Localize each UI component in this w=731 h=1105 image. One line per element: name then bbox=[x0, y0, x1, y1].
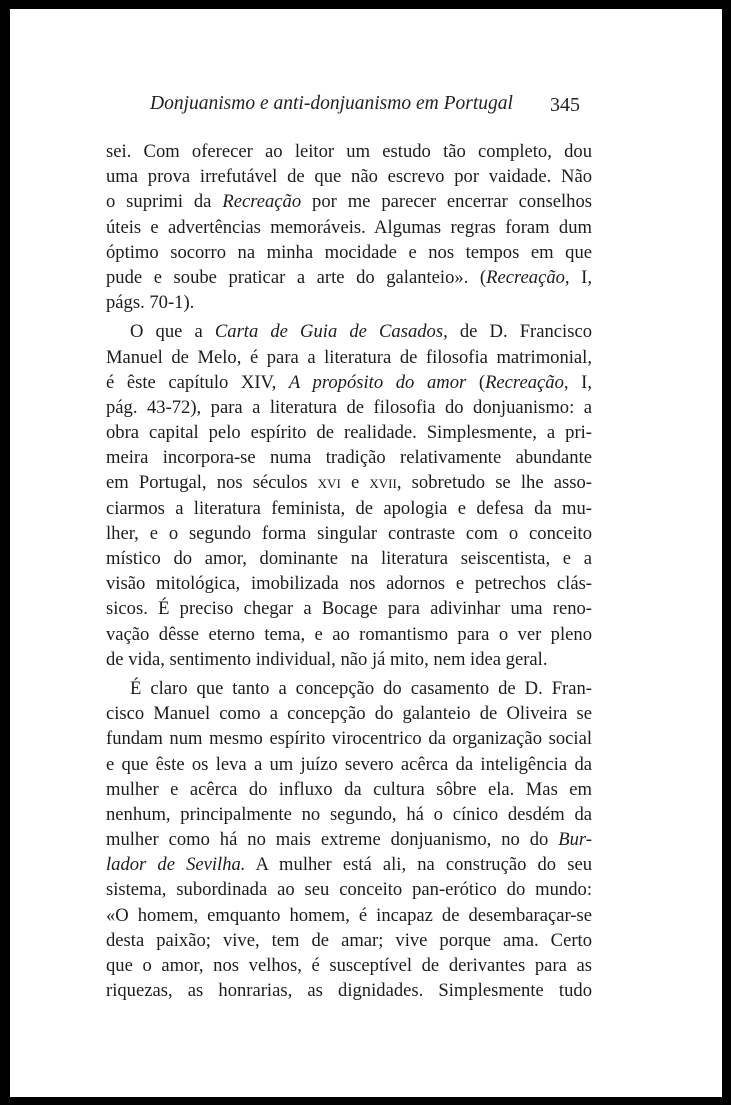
text-line bbox=[106, 752, 592, 777]
italic-span: A propósito do amor bbox=[288, 371, 467, 393]
text-span: óptimo socorro na minha mocidade e nos tempos em que bbox=[106, 241, 592, 263]
text-span: xvi bbox=[317, 472, 341, 494]
text-span: úteis e advertências memoráveis. Algumas regras foram dum bbox=[106, 216, 592, 238]
text-span: I, bbox=[569, 266, 592, 288]
text-line bbox=[106, 189, 592, 214]
text-span: é êste capítulo XIV, bbox=[106, 371, 289, 393]
text-span: e bbox=[340, 472, 370, 494]
text-span: Manuel de Melo, é para a literatura de filosofia matrimonial, bbox=[106, 346, 592, 368]
text-line bbox=[106, 445, 592, 470]
page-number: 345 bbox=[550, 94, 580, 116]
text-span: sicos. É preciso chegar a Bocage para adivinhar uma reno- bbox=[106, 598, 592, 620]
text-line bbox=[106, 215, 592, 240]
text-span: de vida, sentimento individual, não já mito, nem idea geral. bbox=[106, 648, 548, 670]
text-line bbox=[106, 265, 592, 290]
text-line bbox=[106, 701, 592, 726]
text-span: xvii bbox=[369, 472, 397, 494]
text-span: «O homem, emquanto homem, é incapaz de desembaraçar-se bbox=[106, 904, 592, 926]
text-line bbox=[106, 240, 592, 265]
text-span: visão mitológica, imobilizada nos adornos e petrechos clás- bbox=[106, 573, 592, 595]
text-span: O que a bbox=[130, 321, 215, 343]
text-line bbox=[106, 852, 592, 877]
text-line bbox=[106, 647, 592, 672]
text-span: ( bbox=[466, 371, 486, 393]
text-span: , sobretudo se lhe asso- bbox=[396, 472, 592, 494]
text-span: fundam num mesmo espírito virocentrico da organização social bbox=[106, 728, 592, 750]
text-line bbox=[106, 802, 592, 827]
text-line bbox=[106, 877, 592, 902]
body-text bbox=[106, 139, 592, 1003]
text-span: lher, e o segundo forma singular contraste com o conceito bbox=[106, 522, 592, 544]
text-span: vação dêsse eterno tema, e ao romantismo para o ver pleno bbox=[106, 623, 592, 645]
italic-span: Recreação bbox=[222, 191, 302, 213]
text-span: em Portugal, nos séculos bbox=[106, 472, 318, 494]
text-line bbox=[106, 345, 592, 370]
text-line bbox=[106, 420, 592, 445]
text-span: I, bbox=[568, 371, 592, 393]
text-span: cisco Manuel como a concepção do galanteio de Oliveira se bbox=[106, 703, 592, 725]
text-span: ciarmos a literatura feminista, de apologia e defesa da mu- bbox=[106, 497, 592, 519]
text-span: o suprimi da bbox=[106, 191, 223, 213]
text-span: sei. Com oferecer ao leitor um estudo tão completo, dou bbox=[106, 141, 592, 162]
text-span: págs. 70-1). bbox=[106, 292, 195, 314]
text-span: e que êste os leva a um juízo severo acêrca da inteligência da bbox=[106, 753, 592, 775]
text-line bbox=[106, 676, 592, 701]
text-span: meira incorpora-se numa tradição relativamente abundante bbox=[106, 447, 592, 469]
text-span: nenhum, principalmente no segundo, há o cínico desdém da bbox=[106, 803, 592, 825]
text-line bbox=[106, 290, 592, 315]
text-line bbox=[106, 928, 592, 953]
text-span: É claro que tanto a concepção do casamento de D. Fran- bbox=[130, 677, 592, 699]
book-page bbox=[10, 9, 722, 1097]
text-line bbox=[106, 953, 592, 978]
running-title: Donjuanismo e anti-donjuanismo em Portugal bbox=[150, 93, 513, 114]
text-span: desta paixão; vive, tem de amar; vive porque ama. Certo bbox=[106, 929, 592, 951]
text-span: místico do amor, dominante na literatura seiscentista, e a bbox=[106, 548, 592, 569]
text-line bbox=[106, 496, 592, 521]
text-span: mulher e acêrca do influxo da cultura sôbre ela. Mas em bbox=[106, 778, 592, 800]
italic-span: lador de Sevilha. bbox=[106, 854, 246, 876]
italic-span: Carta de Guia de Casados, bbox=[214, 321, 448, 343]
text-line bbox=[106, 827, 592, 852]
text-span: riquezas, as honrarias, as dignidades. Simplesmente tudo bbox=[106, 980, 592, 1002]
italic-span: Bur- bbox=[558, 829, 592, 851]
text-span: obra capital pelo espírito de realidade. Simplesmente, a pri- bbox=[106, 422, 592, 444]
text-span: sistema, subordinada ao seu conceito pan-erótico do mundo: bbox=[106, 879, 592, 901]
text-span: A mulher está ali, na construção do seu bbox=[245, 854, 593, 876]
text-span: uma prova irrefutável de que não escrevo por vaidade. Não bbox=[106, 166, 592, 188]
text-line bbox=[106, 470, 592, 495]
text-line bbox=[106, 622, 592, 647]
italic-span: Recreação, bbox=[485, 371, 569, 393]
text-line bbox=[106, 139, 592, 164]
text-line bbox=[106, 370, 592, 395]
text-span: pude e soube praticar a arte do galanteio». ( bbox=[106, 266, 487, 288]
text-line bbox=[106, 164, 592, 189]
text-line bbox=[106, 978, 592, 1003]
text-span: de D. Francisco bbox=[447, 321, 592, 343]
text-line bbox=[106, 395, 592, 420]
text-line bbox=[106, 571, 592, 596]
text-span: por me parecer encerrar conselhos bbox=[301, 191, 593, 213]
text-span: mulher como há no mais extreme donjuanismo, no do bbox=[106, 829, 559, 851]
text-line bbox=[106, 726, 592, 751]
text-span: pág. 43-72), para a literatura de filosofia do donjuanismo: a bbox=[106, 396, 592, 418]
text-line bbox=[106, 903, 592, 928]
text-line bbox=[106, 521, 592, 546]
text-line bbox=[106, 319, 592, 344]
italic-span: Recreação, bbox=[486, 266, 570, 288]
text-line bbox=[106, 596, 592, 621]
text-line bbox=[106, 777, 592, 802]
text-line bbox=[106, 546, 592, 571]
text-span: que o amor, nos velhos, é susceptível de derivantes para as bbox=[106, 955, 592, 976]
